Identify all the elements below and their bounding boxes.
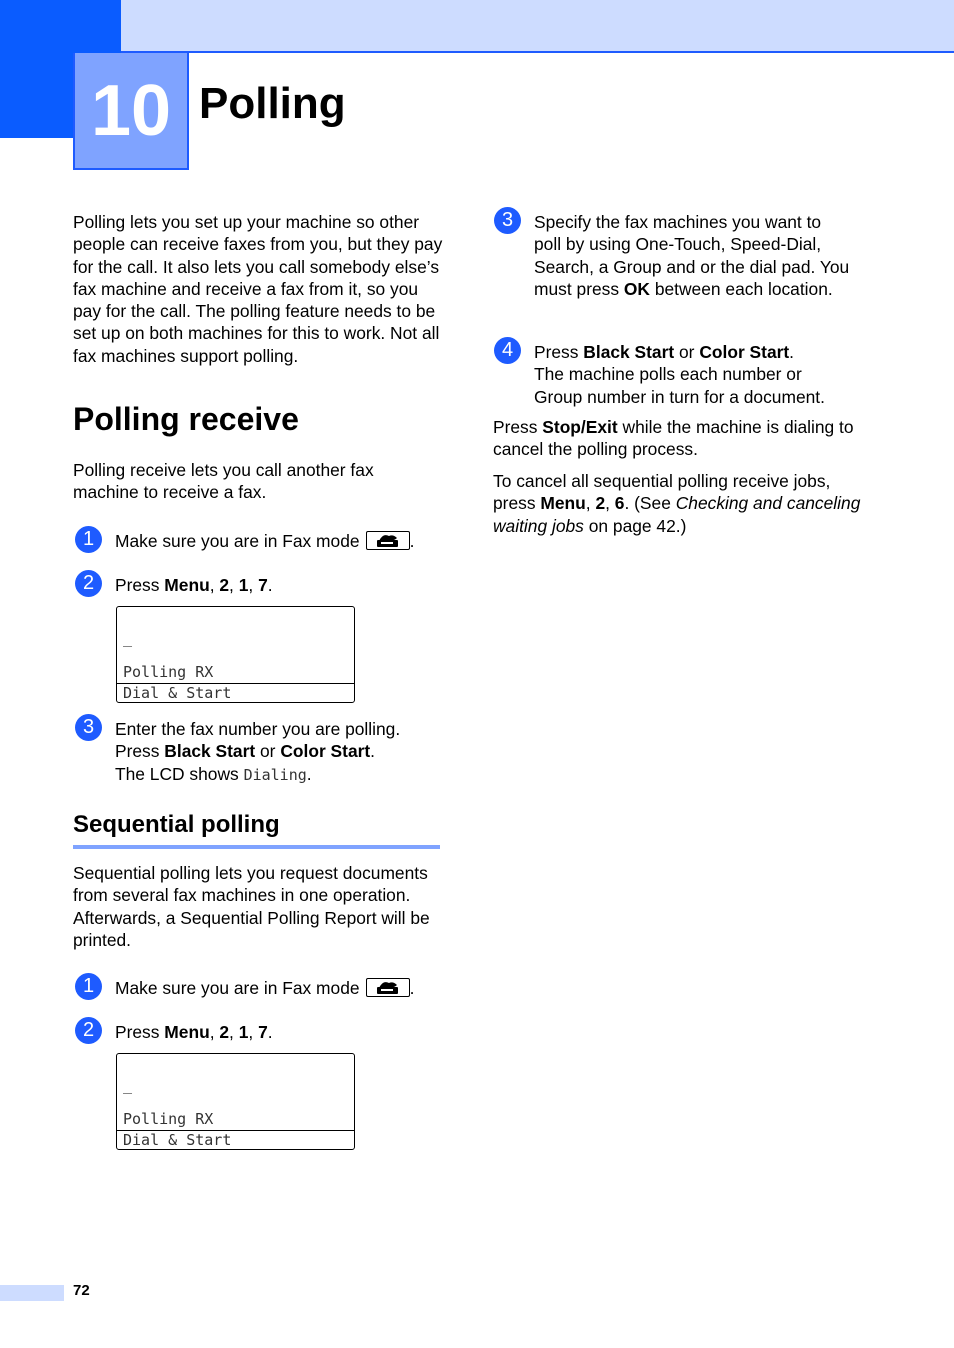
cross-reference-link[interactable]: Checking and canceling waiting jobs (493, 493, 861, 536)
fax-mode-button[interactable] (366, 978, 410, 997)
step-number-badge: 2 (75, 570, 102, 597)
polling-receive-intro: Polling receive lets you call another fax machine to receive a fax. (73, 460, 374, 503)
ok-key: OK (623, 278, 650, 299)
header-band (0, 0, 954, 53)
sp-step2-text: Press Menu, 2, 1, 7. (115, 1022, 273, 1042)
chapter-number-box (73, 53, 189, 170)
intro-paragraph: Polling lets you set up your machine so other people can receive faxes from you, but they pay for the call. It also lets you call somebody else’s fax machine and receive a fax from it, so you pay for the call. The polling feature needs to be set up on both machines for this to work. Not all fax machines support polling. (73, 212, 443, 366)
chapter-title: Polling (199, 79, 346, 128)
fax-icon (375, 533, 401, 548)
lcd-dialing-text: Dialing (243, 765, 307, 784)
lcd-line1: Polling RX (123, 1110, 214, 1128)
fax-icon (375, 980, 401, 995)
lcd-line1: Polling RX (123, 663, 214, 681)
menu-key: Menu (164, 575, 210, 595)
heading-rule (73, 845, 440, 849)
chapter-number: 10 (90, 71, 172, 151)
step-number-badge: 3 (494, 207, 521, 234)
lcd-display (116, 1053, 355, 1150)
pr-step3-text: Enter the fax number you are polling. Press Black Start or Color Start. The LCD shows Dialing. (115, 719, 401, 784)
sp-step3-text: Specify the fax machines you want to poll by using One-Touch, Speed-Dial, Search, a Group and or the dial pad. You must press OK between each location. (534, 212, 850, 299)
sequential-polling-heading: Sequential polling (73, 811, 280, 838)
step-number-badge: 3 (75, 714, 102, 741)
step-number-badge: 4 (494, 337, 521, 364)
step-number-badge: 1 (75, 526, 102, 553)
cancel-note: To cancel all sequential polling receive jobs, press Menu, 2, 6. (See Checking and canceling waiting jobs on page 42.) (493, 471, 861, 536)
footer-band (0, 1285, 64, 1301)
pr-step2-text: Press Menu, 2, 1, 7. (115, 575, 273, 595)
step-number-badge: 1 (75, 973, 102, 1000)
sp-step1-text: Make sure you are in Fax mode . (115, 978, 415, 998)
lcd-display (116, 606, 355, 703)
pr-step1-label: Make sure you are in Fax mode (115, 531, 360, 551)
menu-key: Menu (164, 1022, 210, 1042)
stop-exit-note: Press Stop/Exit while the machine is dialing to cancel the polling process. (493, 417, 854, 460)
step-number-badge: 2 (75, 1017, 102, 1044)
sequential-intro: Sequential polling lets you request documents from several fax machines in one operation. Afterwards, a Sequential Polling Report will be printed. (73, 863, 430, 950)
stop-exit-key: Stop/Exit (542, 417, 618, 437)
lcd-line2: Dial & Start (123, 684, 232, 702)
page-number: 72 (73, 1282, 90, 1299)
lcd-cursor: _ (123, 1076, 133, 1094)
lcd-line2: Dial & Start (123, 1131, 232, 1149)
sp-step4-text: Press Black Start or Color Start. The machine polls each number or Group number in turn for a document. (534, 342, 825, 407)
fax-mode-button[interactable] (366, 531, 410, 550)
lcd-cursor: _ (123, 629, 133, 647)
sp-step1-label: Make sure you are in Fax mode (115, 978, 360, 998)
pr-step1-text: Make sure you are in Fax mode . (115, 531, 415, 551)
polling-receive-heading: Polling receive (73, 401, 299, 437)
